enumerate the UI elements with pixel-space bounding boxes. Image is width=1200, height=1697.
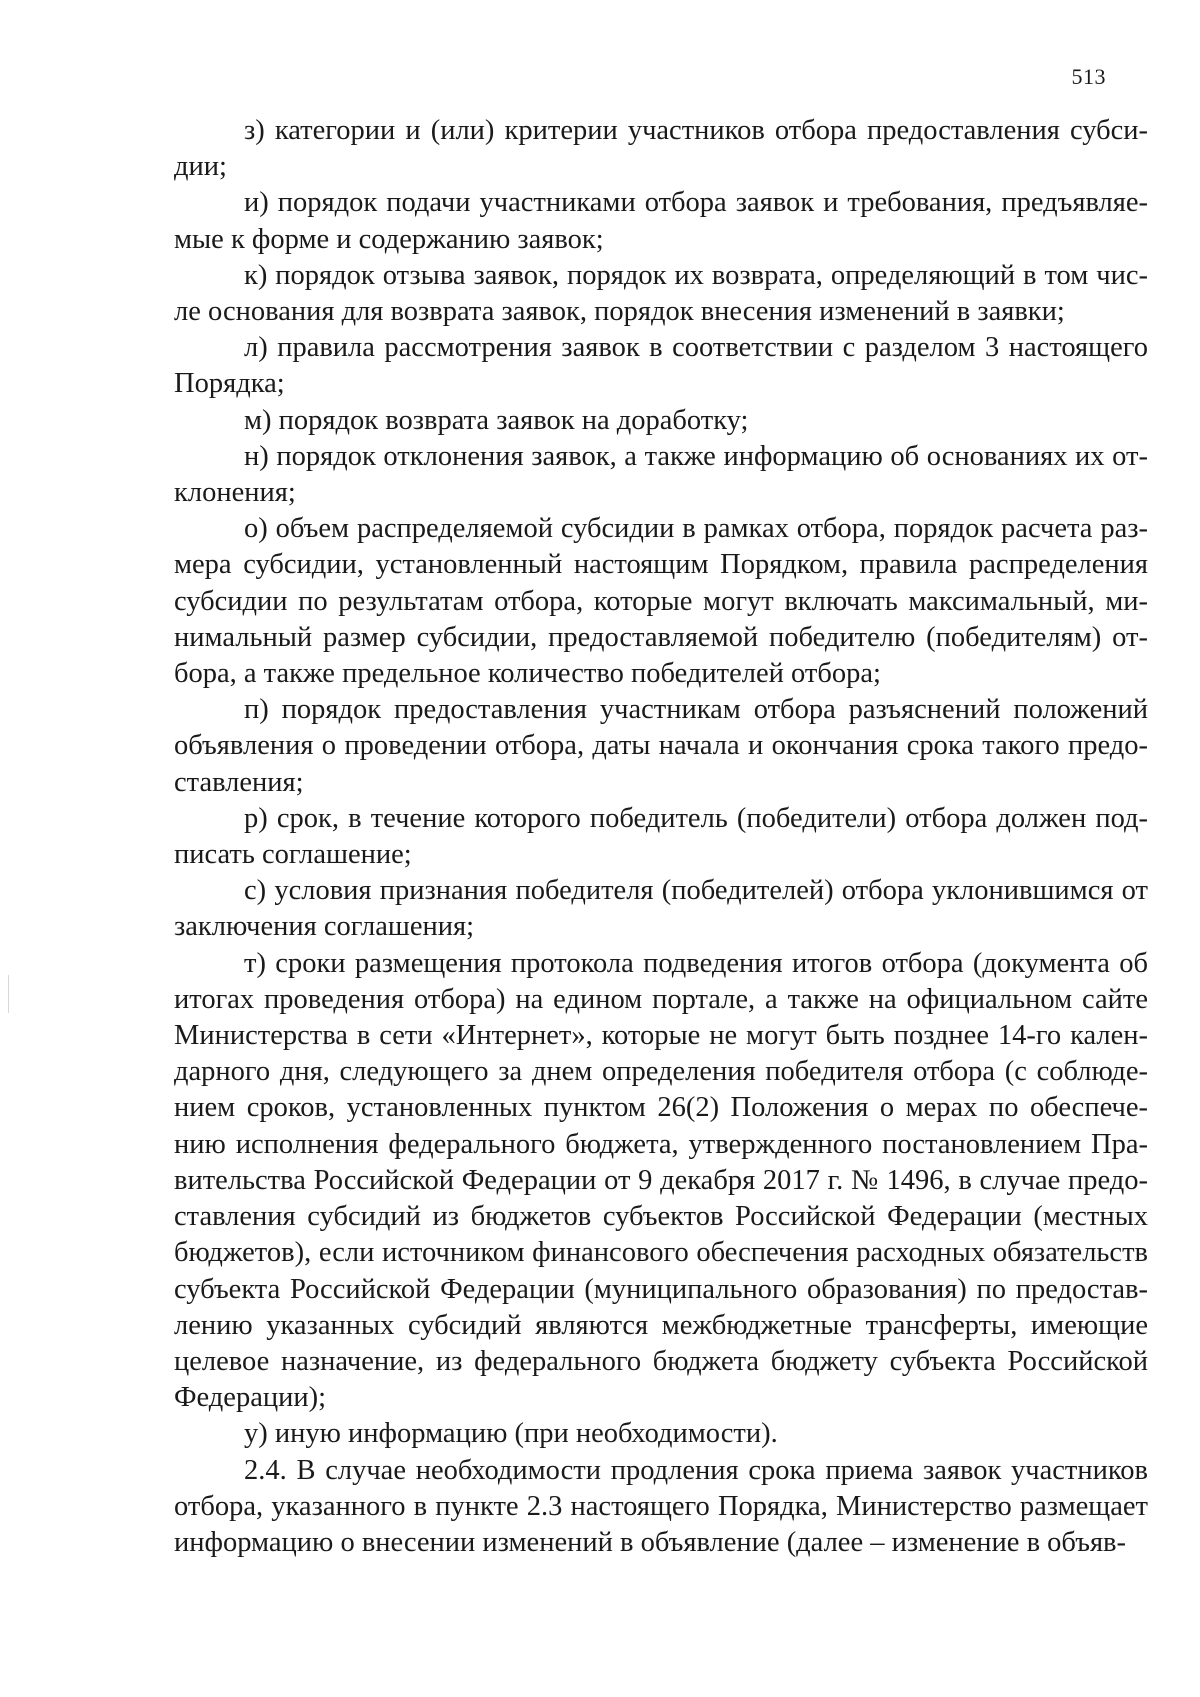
text-line: п) порядок предоставления участникам отбора разъяснений положений (244, 694, 1148, 726)
text-line: нимальный размер субсидии, предоставляемой победителю (победителям) от- (174, 621, 1148, 653)
paragraph-t (174, 946, 1148, 1417)
paragraph-l (174, 330, 1148, 402)
text-line: с) условия признания победителя (победителей) отбора уклонившимся от (244, 875, 1148, 907)
text-line: мера субсидии, установленный настоящим Порядком, правила распределения (174, 549, 1148, 581)
text-line: информацию о внесении изменений в объявление (далее – изменение в объяв- (174, 1526, 1126, 1558)
text-line: писать соглашение; (174, 839, 412, 871)
page-number: 513 (1071, 64, 1106, 89)
text-line: и) порядок подачи участниками отбора заявок и требования, предъявляе- (244, 187, 1148, 219)
paragraph-2-4 (174, 1453, 1148, 1562)
text-line: м) порядок возврата заявок на доработку; (244, 404, 749, 436)
text-line: субъекта Российской Федерации (муниципального образования) по предостав- (174, 1273, 1148, 1305)
text-line: ле основания для возврата заявок, порядок внесения изменений в заявки; (174, 296, 1065, 328)
document-body (174, 113, 1148, 1561)
paragraph-o (174, 511, 1148, 692)
paragraph-z (174, 113, 1148, 185)
paragraph-n (174, 439, 1148, 511)
text-line: мые к форме и содержанию заявок; (174, 223, 604, 255)
text-line: бора, а также предельное количество победителей отбора; (174, 658, 881, 690)
text-line: л) правила рассмотрения заявок в соответствии с разделом 3 настоящего (244, 332, 1148, 364)
text-line: объявления о проведении отбора, даты начала и окончания срока такого предо- (174, 730, 1148, 762)
text-line: субсидии по результатам отбора, которые могут включать максимальный, ми- (174, 585, 1148, 617)
text-line: к) порядок отзыва заявок, порядок их возврата, определяющий в том чис- (244, 259, 1148, 291)
text-line: т) сроки размещения протокола подведения итогов отбора (документа об (244, 947, 1148, 979)
text-line: итогах проведения отбора) на едином портале, а также на официальном сайте (174, 983, 1148, 1015)
text-line: нием сроков, установленных пунктом 26(2) Положения о мерах по обеспече- (174, 1092, 1148, 1124)
paragraph-u (174, 1416, 1148, 1452)
paragraph-k (174, 258, 1148, 330)
text-line: 2.4. В случае необходимости продления срока приема заявок участников (244, 1454, 1148, 1486)
paragraph-p (174, 692, 1148, 801)
paragraph-m (174, 403, 1148, 439)
text-line: р) срок, в течение которого победитель (победители) отбора должен под- (244, 802, 1148, 834)
text-line: у) иную информацию (при необходимости). (244, 1418, 778, 1450)
text-line: целевое назначение, из федерального бюджета бюджету субъекта Российской (174, 1345, 1148, 1377)
text-line: Федерации); (174, 1382, 327, 1414)
text-line: нию исполнения федерального бюджета, утвержденного постановлением Пра- (174, 1128, 1148, 1160)
text-line: бюджетов), если источником финансового обеспечения расходных обязательств (174, 1237, 1148, 1269)
text-line: заключения соглашения; (174, 911, 475, 943)
text-line: дии; (174, 151, 227, 183)
text-line: отбора, указанного в пункте 2.3 настоящего Порядка, Министерство размещает (174, 1490, 1148, 1522)
text-line: клонения; (174, 477, 296, 509)
paragraph-i (174, 185, 1148, 257)
paragraph-s (174, 873, 1148, 945)
text-line: ставления; (174, 766, 304, 798)
text-line: Порядка; (174, 368, 285, 400)
text-line: ставления субсидий из бюджетов субъектов Российской Федерации (местных (174, 1201, 1148, 1233)
text-line: дарного дня, следующего за днем определения победителя отбора (с соблюде- (174, 1056, 1148, 1088)
text-line: лению указанных субсидий являются межбюджетные трансферты, имеющие (174, 1309, 1148, 1341)
text-line: з) категории и (или) критерии участников отбора предоставления субси- (244, 115, 1148, 146)
text-line: о) объем распределяемой субсидии в рамках отбора, порядок расчета раз- (244, 513, 1148, 545)
paragraph-r (174, 801, 1148, 873)
text-line: вительства Российской Федерации от 9 декабря 2017 г. № 1496, в случае предо- (174, 1164, 1148, 1196)
scan-artifact-line (8, 975, 9, 1013)
text-line: н) порядок отклонения заявок, а также информацию об основаниях их от- (244, 440, 1148, 472)
text-line: Министерства в сети «Интернет», которые не могут быть позднее 14-го кален- (174, 1020, 1148, 1052)
